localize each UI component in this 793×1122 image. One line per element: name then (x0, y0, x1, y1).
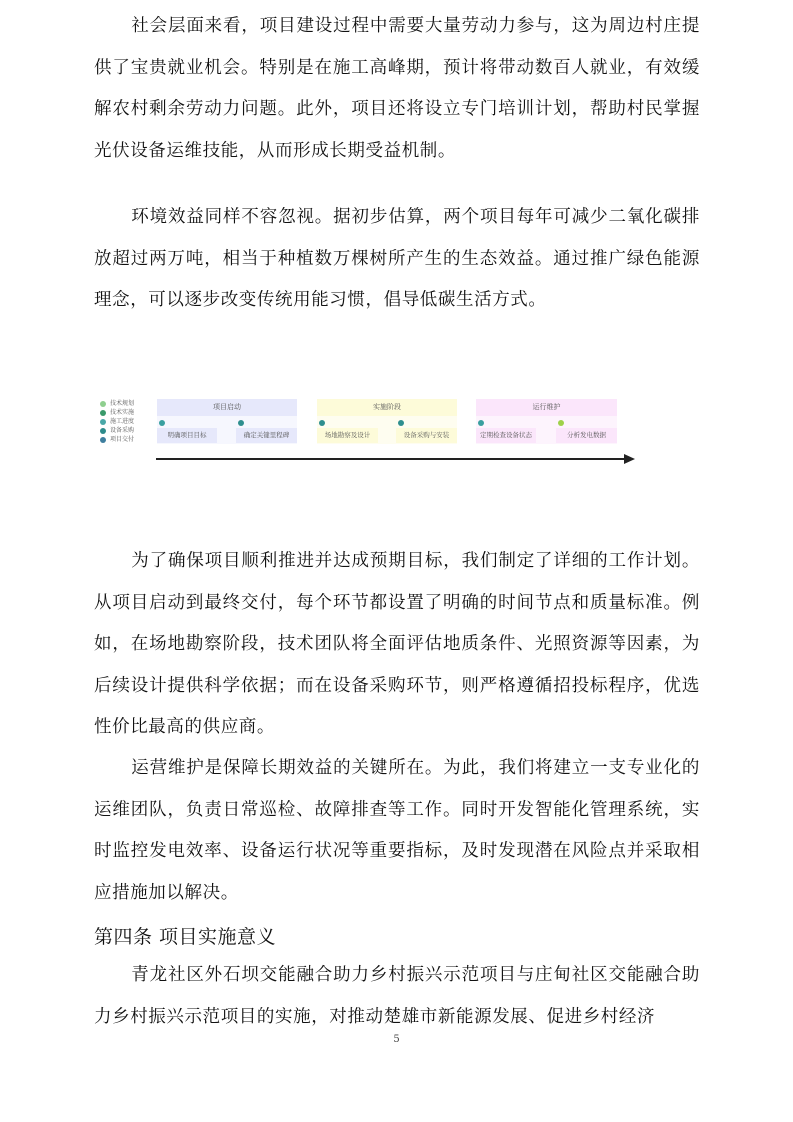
diagram-legend (100, 400, 134, 445)
paragraph-operation-maintenance: 运营维护是保障长期效益的关键所在。为此，我们将建立一支专业化的运维团队，负责日常巡检、故障排查等工作。同时开发智能化管理系统，实时监控发电效率、设备运行状况等重要指标，及时发现潜在风险点并采取相应措施加以解决。 (94, 758, 700, 903)
paragraph-significance: 青龙社区外石坝交能融合助力乡村振兴示范项目与庄甸社区交能融合助力乡村振兴示范项目的实施，对推动楚雄市新能源发展、促进乡村经济 (94, 965, 700, 1027)
legend-dot-icon (100, 419, 106, 425)
task-milestones: 确定关键里程碑 (236, 428, 297, 443)
legend-dot-icon (100, 437, 106, 443)
task-dot-icon (159, 420, 165, 426)
legend-item: 技术实施 (100, 409, 134, 417)
task-dot-icon (319, 420, 325, 426)
timeline-arrow-icon (624, 454, 635, 464)
task-dot-icon (238, 420, 244, 426)
page-number: 5 (393, 1034, 400, 1045)
phase-header-operation: 运行维护 (476, 399, 617, 416)
paragraph-social-benefit: 社会层面来看，项目建设过程中需要大量劳动力参与，这为周边村庄提供了宝贵就业机会。特别是在施工高峰期，预计将带动数百人就业，有效缓解农村剩余劳动力问题。此外，项目还将设立专门培训计划，帮助村民掌握光伏设备运维技能，从而形成长期受益机制。 (94, 16, 700, 161)
task-dot-icon (558, 420, 564, 426)
legend-item: 技术规划 (100, 400, 134, 408)
task-inspection: 定期检查设备状态 (476, 428, 536, 443)
task-site-survey: 场地勘察及设计 (317, 428, 378, 443)
phase-header-implementation: 实施阶段 (317, 399, 457, 416)
paragraph-work-plan: 为了确保项目顺利推进并达成预期目标，我们制定了详细的工作计划。从项目启动到最终交付，每个环节都设置了明确的时间节点和质量标准。例如，在场地勘察阶段，技术团队将全面评估地质条件、光照资源等因素，为后续设计提供科学依据；而在设备采购环节，则严格遵循招投标程序，优选性价比最高的供应商。 (94, 551, 700, 737)
legend-item: 设备采购 (100, 427, 134, 435)
task-data-analysis: 分析发电数据 (556, 428, 617, 443)
section-heading: 第四条 项目实施意义 (94, 926, 277, 948)
legend-dot-icon (100, 401, 106, 407)
phase-header-startup: 项目启动 (157, 399, 297, 416)
legend-item: 项目交付 (100, 436, 134, 444)
timeline-axis (156, 458, 626, 460)
task-procurement: 设备采购与安装 (396, 428, 457, 443)
task-define-goals: 明确项目目标 (157, 428, 217, 443)
timeline-diagram (96, 392, 641, 470)
legend-dot-icon (100, 410, 106, 416)
legend-item: 施工进度 (100, 418, 134, 426)
task-dot-icon (398, 420, 404, 426)
paragraph-environmental-benefit: 环境效益同样不容忽视。据初步估算，两个项目每年可减少二氧化碳排放超过两万吨，相当于种植数万棵树所产生的生态效益。通过推广绿色能源理念，可以逐步改变传统用能习惯，倡导低碳生活方式。 (94, 207, 700, 310)
task-dot-icon (478, 420, 484, 426)
legend-dot-icon (100, 428, 106, 434)
